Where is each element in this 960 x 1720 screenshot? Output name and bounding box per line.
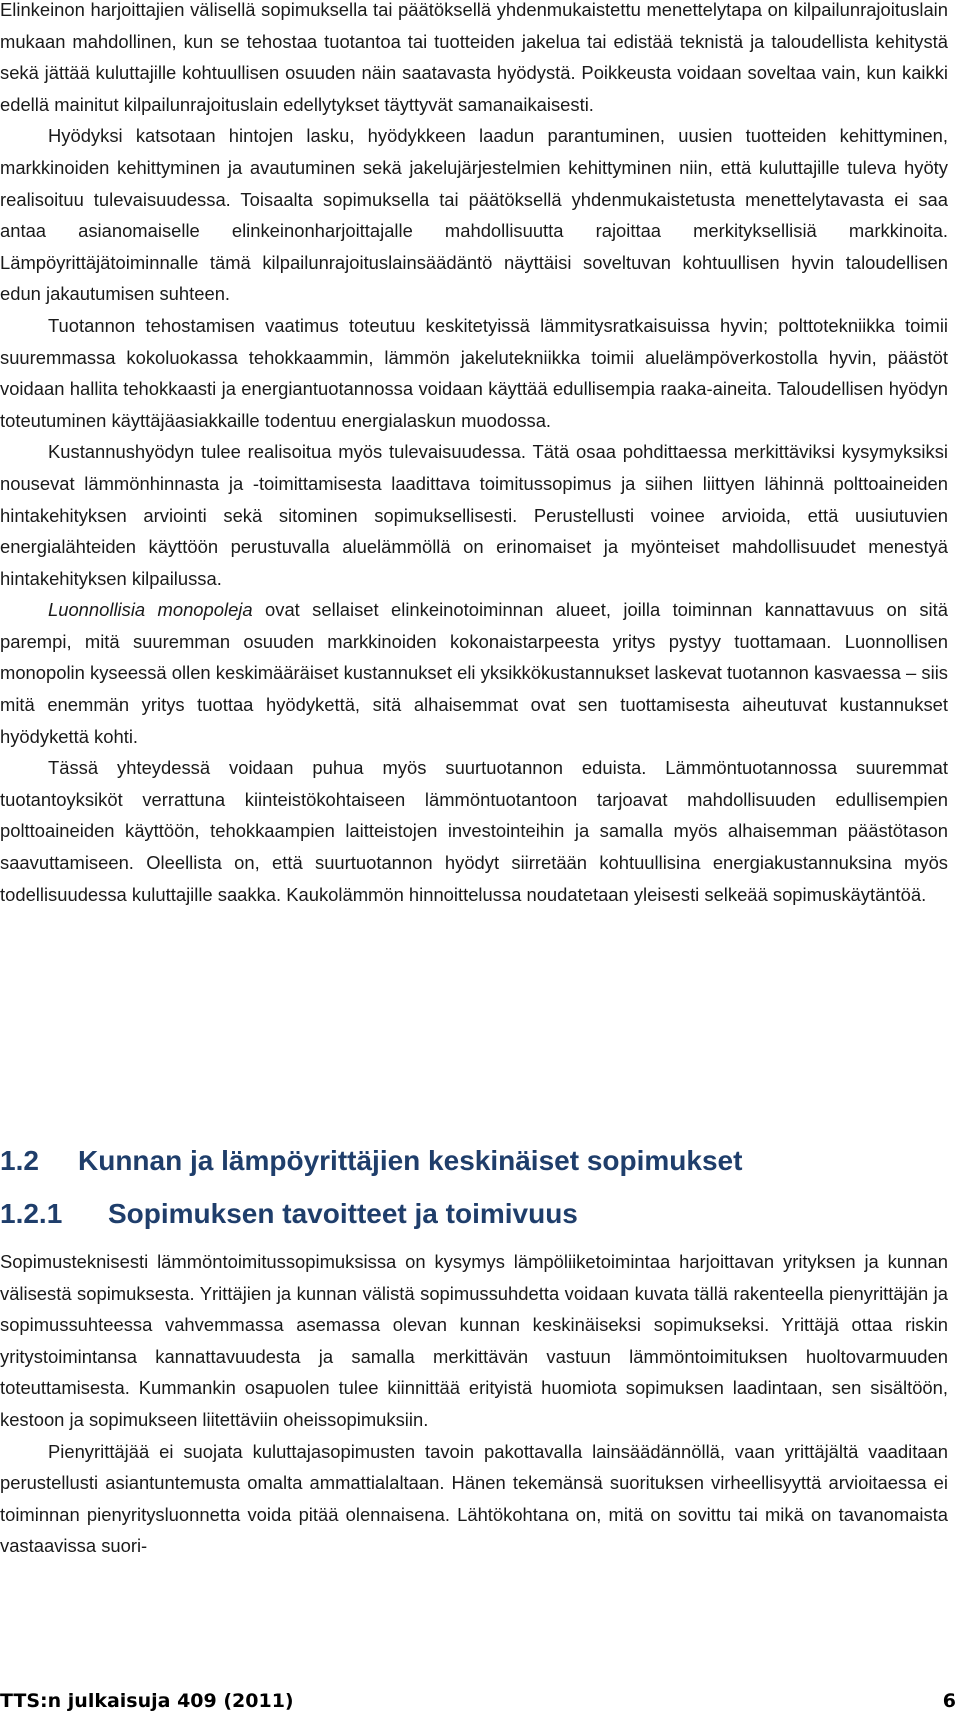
section-title: Kunnan ja lämpöyrittäjien keskinäiset sopimukset [78, 1145, 743, 1176]
publication-label: TTS:n julkaisuja 409 (2011) [0, 1690, 294, 1712]
section-heading [0, 1143, 742, 1179]
paragraph: Kustannushyödyn tulee realisoitua myös tulevaisuudessa. Tätä osaa pohdittaessa merkittäviksi kysymyksiksi nousevat lämmönhinnasta ja -toimittamisesta laadittava toimitussopimus ja siihen liittyen lähinnä polttoaineiden hintakehityksen arviointi sekä sitominen sopimuksellisesti. Perustellusti voinee arvioida, että uusiutuvien energialähteiden käyttöön perustuvalla aluelämmöllä on erinomaiset ja myönteiset mahdollisuudet menestyä hintakehityksen kilpailussa. [0, 441, 948, 589]
subsection-number: 1.2.1 [0, 1198, 63, 1229]
paragraph [0, 594, 948, 752]
body-text-section-2 [0, 1246, 948, 1562]
subsection-heading [0, 1196, 578, 1232]
paragraph: Elinkeinon harjoittajien välisellä sopimuksella tai päätöksellä yhdenmukaistettu menettelytapa on kilpailunrajoituslain mukaan mahdollinen, kun se tehostaa tuotantoa tai tuotteiden jakelua tai edistää teknistä ja taloudellista kehitystä sekä jättää kuluttajille kohtuullisen osuuden näin saatavasta hyödystä. Poikkeusta voidaan soveltaa vain, kun kaikki edellä mainitut kilpailunrajoituslain edellytykset täyttyvät samanaikaisesti. [0, 0, 948, 115]
paragraph: Sopimusteknisesti lämmöntoimitussopimuksissa on kysymys lämpöliiketoimintaa harjoittavan yrityksen ja kunnan välisestä sopimuksesta. Yrittäjien ja kunnan välistä sopimussuhdetta voidaan kuvata tällä rakenteella pienyrittäjän ja sopimussuhteessa vahvemmassa asemassa olevan kunnan keskinäiseksi sopimukseksi. Yrittäjä ottaa riskin yritystoimintansa kannattavuudesta ja samalla merkittävän vastuun lämmöntoimituksen huoltovarmuuden toteuttamisesta. Kummankin osapuolen tulee kiinnittää erityistä huomiota sopimuksen laadintaan, sen sisältöön, kestoon ja sopimukseen liitettäviin oheissopimuksiin. [0, 1251, 948, 1430]
paragraph: Hyödyksi katsotaan hintojen lasku, hyödykkeen laadun parantuminen, uusien tuotteiden kehittyminen, markkinoiden kehittyminen ja avautuminen sekä jakelujärjestelmien kehittyminen niin, että kuluttajille tuleva hyöty realisoituu tulevaisuudessa. Toisaalta sopimuksella tai päätöksellä yhdenmukaistetusta menettelytavasta ei saa antaa asianomaiselle elinkeinonharjoittajalle mahdollisuutta rajoittaa merkityksellisiä markkinoita. Lämpöyrittäjätoiminnalle tämä kilpailunrajoituslainsäädäntö näyttäisi soveltuvan kohtuullisen hyvin taloudellisen edun jakautumisen suhteen. [0, 125, 948, 305]
italic-term: Luonnollisia monopoleja [48, 599, 253, 621]
section-number: 1.2 [0, 1145, 39, 1176]
paragraph: Tässä yhteydessä voidaan puhua myös suurtuotannon eduista. Lämmöntuotannossa suuremmat tuotantoyksiköt verrattuna kiinteistökohtaiseen lämmöntuotantoon tarjoavat mahdollisuuden edullisempien polttoaineiden käyttöön, tehokkaampien laitteistojen investointeihin ja samalla myös alhaisemman päästötason saavuttamiseen. Oleellista on, että suurtuotannon hyödyt siirretään kohtuullisina energiakustannuksina myös todellisuudessa kuluttajille saakka. Kaukolämmön hinnoittelussa noudatetaan yleisesti selkeää sopimuskäytäntöä. [0, 757, 948, 905]
paragraph-text: ovat sellaiset elinkeinotoiminnan alueet, joilla toiminnan kannattavuus on sitä parempi, mitä suuremman osuuden markkinoiden kokonaistarpeesta yritys pystyy tuottamaan. Luonnollisen monopolin kyseessä ollen keskimääräiset kustannukset eli yksikkökustannukset laskevat tuotannon kasvaessa – siis mitä enemmän yritys tuottaa hyödykettä, sitä alhaisemmat ovat sen tuottamisesta aiheutuvat kustannukset hyödykettä kohti. [0, 599, 948, 747]
paragraph: Pienyrittäjää ei suojata kuluttajasopimusten tavoin pakottavalla lainsäädännöllä, vaan yrittäjältä vaaditaan perustellusti asiantuntemusta omalta ammattialaltaan. Hänen tekemänsä suorituksen virheellisyyttä arvioitaessa ei toiminnan pienyritysluonnetta voida pitää olennaisena. Lähtökohtana on, mitä on sovittu tai mikä on tavanomaista vastaavissa suori- [0, 1440, 948, 1557]
paragraph: Tuotannon tehostamisen vaatimus toteutuu keskitetyissä lämmitysratkaisuissa hyvin; polttotekniikka toimii suuremmassa kokoluokassa tehokkaammin, lämmön jakelutekniikka toimii aluelämpöverkostolla hyvin, päästöt voidaan hallita tehokkaasti ja energiantuotannossa voidaan käyttää edullisempia raaka-aineita. Taloudellisen hyödyn toteutuminen käyttäjäasiakkaille todentuu energialaskun muodossa. [0, 314, 948, 431]
subsection-title: Sopimuksen tavoitteet ja toimivuus [108, 1198, 578, 1229]
page-number: 6 [942, 1690, 956, 1712]
page-footer [0, 1690, 960, 1716]
